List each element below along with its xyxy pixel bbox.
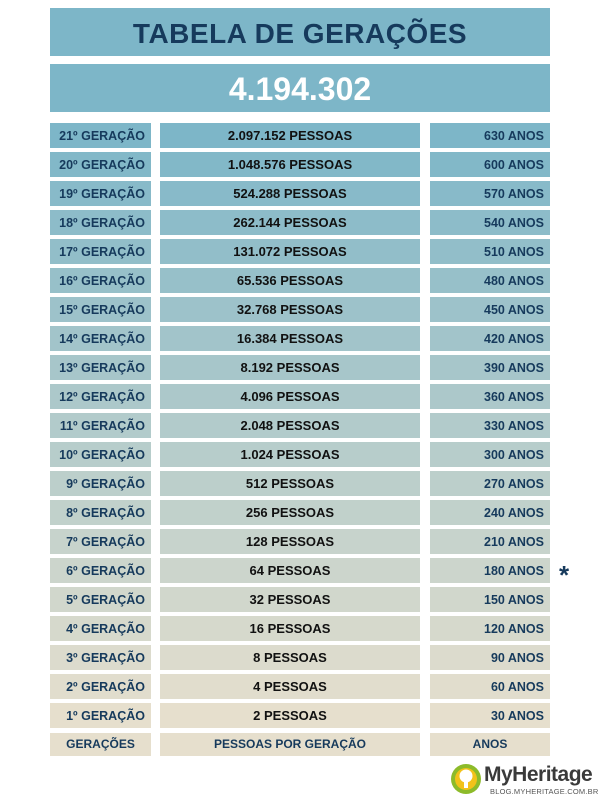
years-cell: 150 ANOS <box>430 587 550 612</box>
table-row <box>0 587 600 612</box>
footer-generations-label: GERAÇÕES <box>50 733 151 756</box>
people-cell: 128 PESSOAS <box>160 529 420 554</box>
people-cell: 2.048 PESSOAS <box>160 413 420 438</box>
years-cell: 330 ANOS <box>430 413 550 438</box>
generation-cell: 14º GERAÇÃO <box>50 326 151 351</box>
years-cell: 60 ANOS <box>430 674 550 699</box>
generation-cell: 10º GERAÇÃO <box>50 442 151 467</box>
people-cell: 2.097.152 PESSOAS <box>160 123 420 148</box>
people-cell: 16 PESSOAS <box>160 616 420 641</box>
people-cell: 64 PESSOAS <box>160 558 420 583</box>
footer-years-label: ANOS <box>430 733 550 756</box>
people-cell: 8.192 PESSOAS <box>160 355 420 380</box>
years-cell: 480 ANOS <box>430 268 550 293</box>
tree-logo-icon <box>450 763 482 795</box>
table-row <box>0 326 600 351</box>
people-cell: 524.288 PESSOAS <box>160 181 420 206</box>
years-cell: 270 ANOS <box>430 471 550 496</box>
table-row <box>0 616 600 641</box>
people-cell: 512 PESSOAS <box>160 471 420 496</box>
people-cell: 4.096 PESSOAS <box>160 384 420 409</box>
years-cell: 600 ANOS <box>430 152 550 177</box>
table-row <box>0 703 600 728</box>
generation-cell: 16º GERAÇÃO <box>50 268 151 293</box>
logo-name: MyHeritage <box>484 763 593 786</box>
years-cell: 630 ANOS <box>430 123 550 148</box>
generation-cell: 15º GERAÇÃO <box>50 297 151 322</box>
table-row <box>0 471 600 496</box>
generation-cell: 3º GERAÇÃO <box>50 645 151 670</box>
people-cell: 2 PESSOAS <box>160 703 420 728</box>
years-cell: 300 ANOS <box>430 442 550 467</box>
table-row <box>0 529 600 554</box>
people-cell: 256 PESSOAS <box>160 500 420 525</box>
years-cell: 180 ANOS <box>430 558 550 583</box>
generation-cell: 17º GERAÇÃO <box>50 239 151 264</box>
generation-cell: 19º GERAÇÃO <box>50 181 151 206</box>
generation-cell: 4º GERAÇÃO <box>50 616 151 641</box>
table-row <box>0 413 600 438</box>
generation-cell: 13º GERAÇÃO <box>50 355 151 380</box>
years-cell: 360 ANOS <box>430 384 550 409</box>
generation-cell: 21º GERAÇÃO <box>50 123 151 148</box>
footer-people-label: PESSOAS POR GERAÇÃO <box>160 733 420 756</box>
years-cell: 510 ANOS <box>430 239 550 264</box>
people-cell: 1.048.576 PESSOAS <box>160 152 420 177</box>
logo-url: BLOG.MYHERITAGE.COM.BR <box>490 787 599 796</box>
people-cell: 65.536 PESSOAS <box>160 268 420 293</box>
generation-cell: 20º GERAÇÃO <box>50 152 151 177</box>
generation-cell: 2º GERAÇÃO <box>50 674 151 699</box>
table-row <box>0 181 600 206</box>
table-row <box>0 674 600 699</box>
table-row <box>0 210 600 235</box>
generation-cell: 8º GERAÇÃO <box>50 500 151 525</box>
table-row <box>0 123 600 148</box>
table-row <box>0 268 600 293</box>
people-cell: 4 PESSOAS <box>160 674 420 699</box>
people-cell: 32 PESSOAS <box>160 587 420 612</box>
people-cell: 32.768 PESSOAS <box>160 297 420 322</box>
years-cell: 210 ANOS <box>430 529 550 554</box>
generation-cell: 18º GERAÇÃO <box>50 210 151 235</box>
years-cell: 420 ANOS <box>430 326 550 351</box>
table-row <box>0 500 600 525</box>
table-row <box>0 239 600 264</box>
years-cell: 30 ANOS <box>430 703 550 728</box>
people-cell: 1.024 PESSOAS <box>160 442 420 467</box>
asterisk-mark: * <box>558 560 570 590</box>
generation-cell: 1º GERAÇÃO <box>50 703 151 728</box>
people-cell: 16.384 PESSOAS <box>160 326 420 351</box>
total-count: 4.194.302 <box>50 64 550 112</box>
table-row <box>0 384 600 409</box>
table-footer <box>0 733 600 756</box>
table-row <box>0 152 600 177</box>
years-cell: 90 ANOS <box>430 645 550 670</box>
generation-cell: 12º GERAÇÃO <box>50 384 151 409</box>
generation-cell: 6º GERAÇÃO <box>50 558 151 583</box>
table-row <box>0 355 600 380</box>
years-cell: 120 ANOS <box>430 616 550 641</box>
people-cell: 131.072 PESSOAS <box>160 239 420 264</box>
table-row <box>0 558 600 590</box>
table-row <box>0 297 600 322</box>
people-cell: 262.144 PESSOAS <box>160 210 420 235</box>
page-title: TABELA DE GERAÇÕES <box>50 8 550 56</box>
years-cell: 450 ANOS <box>430 297 550 322</box>
generation-cell: 7º GERAÇÃO <box>50 529 151 554</box>
table-row <box>0 442 600 467</box>
generation-cell: 11º GERAÇÃO <box>50 413 151 438</box>
table-row <box>0 645 600 670</box>
years-cell: 570 ANOS <box>430 181 550 206</box>
generation-cell: 5º GERAÇÃO <box>50 587 151 612</box>
generation-cell: 9º GERAÇÃO <box>50 471 151 496</box>
years-cell: 390 ANOS <box>430 355 550 380</box>
people-cell: 8 PESSOAS <box>160 645 420 670</box>
years-cell: 240 ANOS <box>430 500 550 525</box>
years-cell: 540 ANOS <box>430 210 550 235</box>
myheritage-logo <box>450 763 599 797</box>
